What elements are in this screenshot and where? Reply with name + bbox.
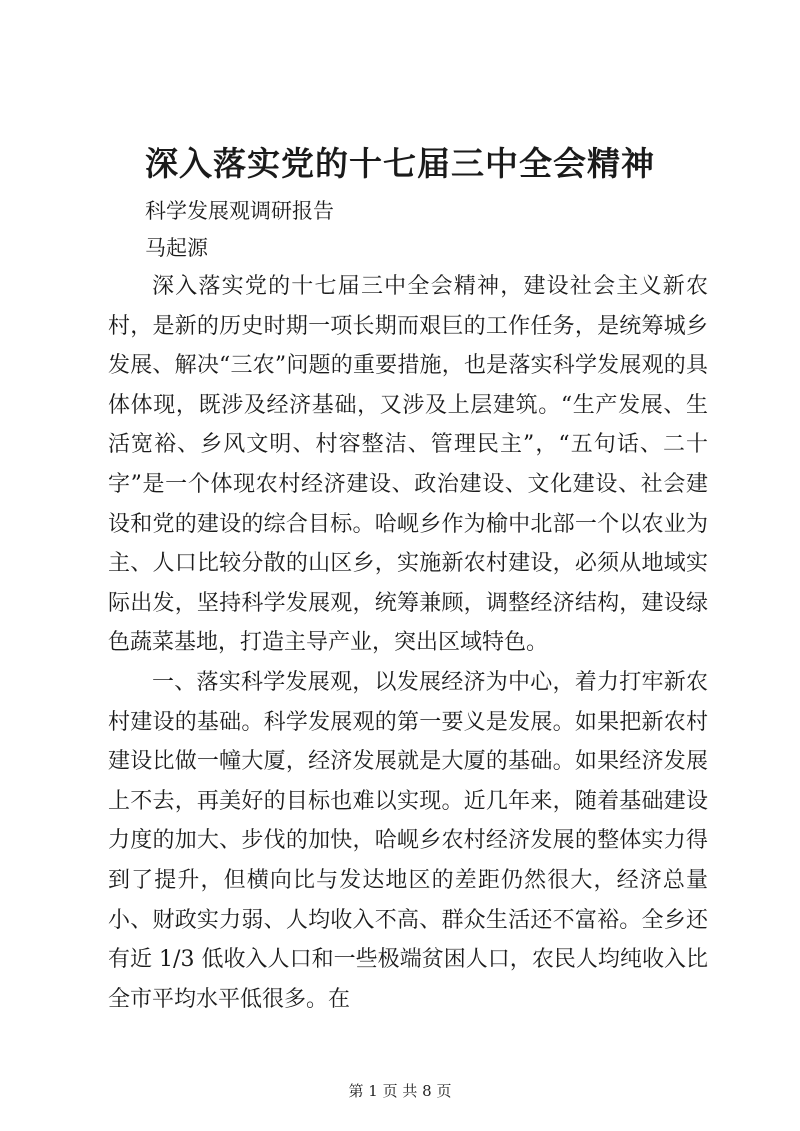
document-subtitle: 科学发展观调研报告 — [145, 199, 334, 223]
body-paragraph: 深入落实党的十七届三中全会精神，建设社会主义新农村，是新的历史时期一项长期而艰巨的工作任务，是统筹城乡发展、解决“三农”问题的重要措施，也是落实科学发展观的具体体现，既涉及经济基础，又涉及上层建筑。“生产发展、生活宽裕、乡风文明、村容整洁、管理民主”，“五句话、二十字”是一个体现农村经济建设、政治建设、文化建设、社会建设和党的建设的综合目标。哈岘乡作为榆中北部一个以农业为主、人口比较分散的山区乡，实施新农村建设，必须从地域实际出发，坚持科学发展观，统筹兼顾，调整经济结构，建设绿色蔬菜基地，打造主导产业，突出区域特色。 — [108, 274, 708, 656]
document-title: 深入落实党的十七届三中全会精神 — [145, 144, 655, 183]
document-author: 马起源 — [145, 236, 208, 260]
body-paragraph: 一、落实科学发展观，以发展经济为中心，着力打牢新农村建设的基础。科学发展观的第一要义是发展。如果把新农村建设比做一幢大厦，经济发展就是大厦的基础。如果经济发展上不去，再美好的目标也难以实现。近几年来，随着基础建设力度的加大、步伐的加快，哈岘乡农村经济发展的整体实力得到了提升，但横向比与发达地区的差距仍然很大，经济总量小、财政实力弱、人均收入不高、群众生活还不富裕。全乡还有近 1/3 低收入人口和一些极端贫困人口，农民人均纯收入比全市平均水平低很多。在 — [108, 669, 708, 1012]
document-body — [108, 267, 708, 1019]
page-footer: 第 1 页 共 8 页 — [348, 1082, 452, 1100]
